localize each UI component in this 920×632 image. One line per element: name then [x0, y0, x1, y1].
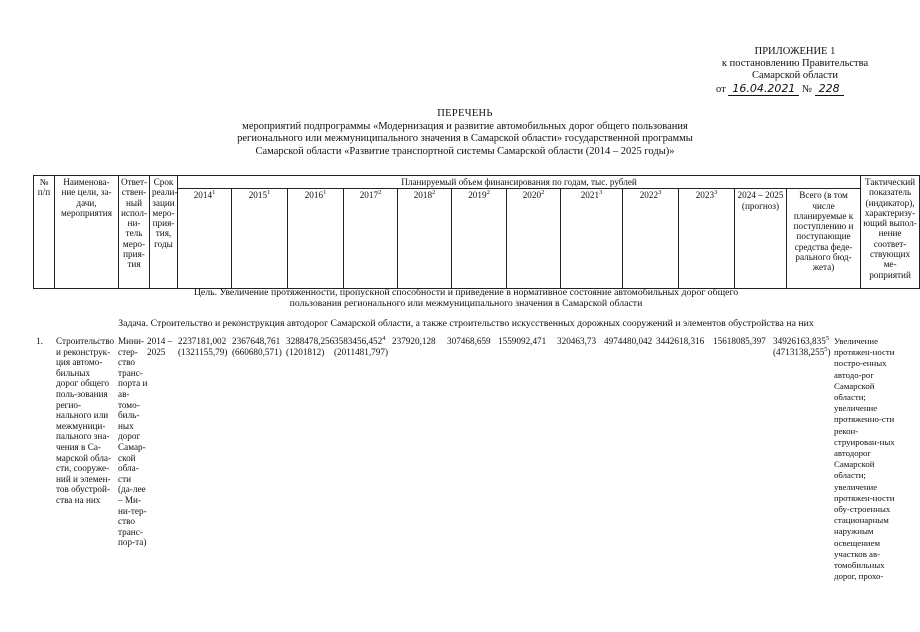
col-header-total: Всего (в том числе планируемые к поступлению и поступающие средства феде-рального бюд-жета) — [787, 189, 861, 289]
value-total: 34926163,835$^5$ (4713138,255$^5$) — [773, 334, 831, 357]
year-header: 2014$^1$ — [178, 189, 232, 289]
appendix-block — [700, 46, 890, 96]
year-header: 2022$^3$ — [623, 189, 679, 289]
year-header: 2015$^1$ — [232, 189, 288, 289]
year-header: 2019$^2$ — [452, 189, 507, 289]
appendix-title: ПРИЛОЖЕНИЕ 1 — [754, 46, 836, 57]
row-indicator: Увеличение протяжен-ности постро-енных автодо-рог Самарской области; увеличение протяженно-сти рекон-струирован-ных автодорог Самарской области; увеличение протяжен-ности обу-строенных стационарным наружным освещением участков ав-томобильных дорог, прохо- — [834, 336, 895, 582]
row-period: 2014 – 2025 — [147, 336, 173, 357]
goal-line-2: пользования регионального или межмуниципального значения в Самарской области — [289, 298, 643, 309]
year-header: 2017$^2$ — [344, 189, 398, 289]
value-2014: 2237181,002 (1321155,79) — [178, 336, 228, 357]
year-header: 2018$^2$ — [398, 189, 452, 289]
col-header-indicator: Тактический показатель (индикатор), характеризу-ющий выпол-нение соответ-ствующих ме-роприятий — [861, 176, 920, 289]
heading-line-2: регионального или межмуниципального значения в Самарской области» государственной программы — [237, 133, 693, 144]
col-header-period: Срок реали-зации меро-прия-тия, годы — [150, 176, 178, 289]
decree-number: 228 — [815, 82, 844, 96]
goal-text — [33, 287, 899, 309]
from-label: от — [716, 84, 726, 95]
appendix-line-3: Самарской области — [752, 70, 838, 81]
heading-line-3: Самарской области «Развитие транспортной системы Самарской области (2014 – 2025 годы)» — [255, 145, 675, 157]
value-2015: 2367648,761 (660680,571) — [232, 336, 282, 357]
value-2017: 3583456,452$^4$ (2011481,797) — [334, 334, 389, 357]
appendix-line-2: к постановлению Правительства — [721, 58, 869, 69]
funding-table-header — [33, 175, 920, 289]
value-2018: 237920,128 — [392, 336, 436, 346]
task-text: Задача. Строительство и реконструкция автодорог Самарской области, а также строительство искусственных дорожных сооружений и элементов обустройства на них — [118, 318, 814, 329]
heading-line-1: мероприятий подпрограммы «Модернизация и развитие автомобильных дорог общего пользования — [242, 120, 688, 132]
decree-date: 16.04.2021 — [728, 82, 799, 96]
col-header-funding: Планируемый объем финансирования по годам, тыс. рублей — [178, 176, 861, 189]
year-header: 2020$^2$ — [507, 189, 561, 289]
row-responsible: Мини-стер-ство транс-порта и ав-томо-биль-ных дорог Самар-ской обла-сти (да-лее – Ми-ни-тер-ство транс-пор-та) — [118, 336, 148, 548]
row-name: Строительство и реконструк-ция автомо-бильных дорог общего поль-зования регио-нального или межмуници-пального зна-чения в Са-марской обла-сти, сооруже-ний и элемен-тов обустрой-ства на них — [56, 336, 115, 505]
col-header-name: Наименова-ние цели, за-дачи, мероприятия — [55, 176, 119, 289]
col-header-forecast: 2024 – 2025 (прогноз) — [735, 189, 787, 289]
value-forecast: 15618085,397 — [713, 336, 766, 346]
appendix-signature-line — [700, 83, 890, 96]
value-2023: 3442618,316 — [656, 336, 705, 346]
col-header-number: № п/п — [34, 176, 55, 289]
value-2021: 320463,73 — [557, 336, 597, 346]
value-2016: 3288478,256 (1201812) — [286, 336, 335, 357]
table-row — [0, 336, 905, 632]
col-header-responsible: Ответ-ствен-ный испол-ни-тель меро-прия-тия — [119, 176, 150, 289]
goal-line-1: Цель. Увеличение протяженности, пропускной способности и приведение в нормативное состояние автомобильных дорог общего — [193, 287, 739, 298]
number-label: № — [801, 84, 812, 95]
document-heading — [200, 108, 730, 158]
year-header: 2023$^3$ — [679, 189, 735, 289]
year-header: 2016$^1$ — [288, 189, 344, 289]
document-title: ПЕРЕЧЕНЬ — [437, 108, 493, 119]
value-2019: 307468,659 — [447, 336, 491, 346]
value-2022: 4974480,042 — [604, 336, 653, 346]
year-header: 2021$^3$ — [561, 189, 623, 289]
value-2020: 1559092,471 — [498, 336, 547, 346]
row-number: 1. — [36, 336, 43, 346]
